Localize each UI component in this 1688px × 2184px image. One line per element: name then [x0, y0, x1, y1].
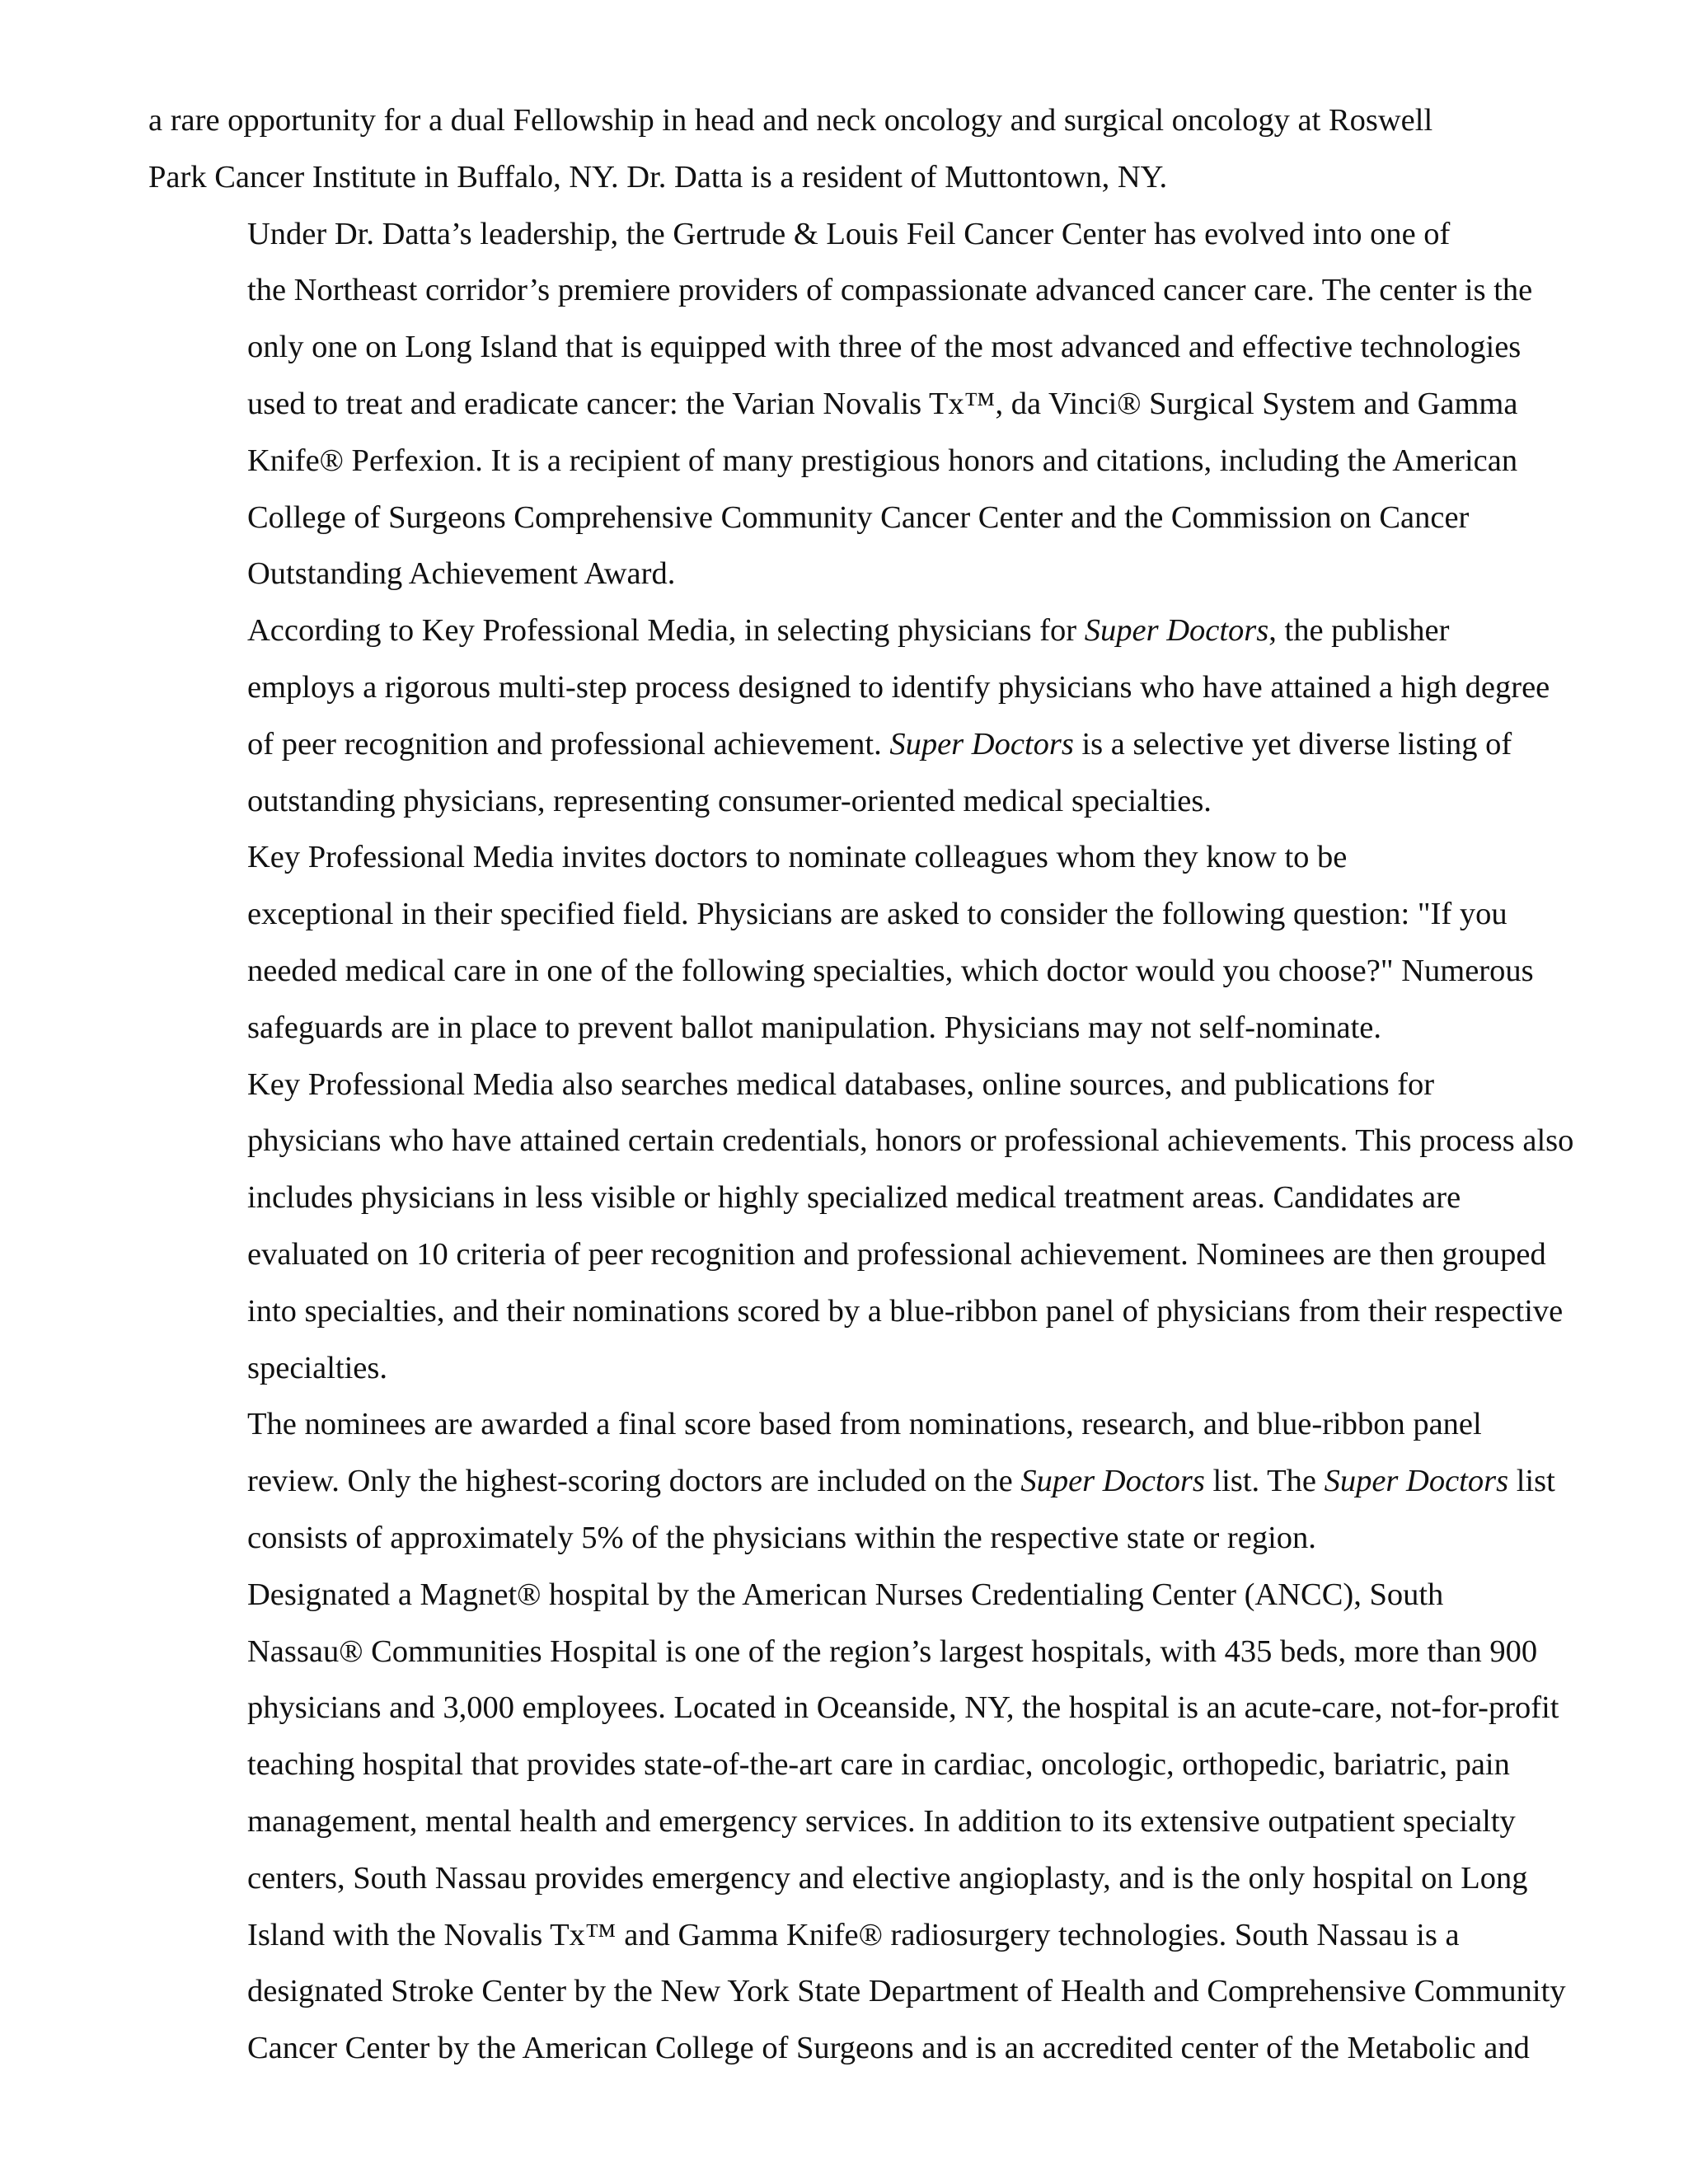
- text-segment: of peer recognition and professional achievement.: [247, 726, 890, 762]
- text-line: [148, 1169, 1550, 1226]
- text-line: [148, 319, 1550, 376]
- text-segment: The nominees are awarded a final score based from nominations, research, and blue-ribbon panel: [247, 1407, 1482, 1442]
- text-segment: Under Dr. Datta’s leadership, the Gertrude & Louis Feil Cancer Center has evolved into one of: [247, 216, 1451, 251]
- text-segment: outstanding physicians, representing consumer-oriented medical specialties.: [247, 783, 1212, 818]
- text-segment: consists of approximately 5% of the physicians within the respective state or region.: [247, 1520, 1316, 1555]
- text-segment: management, mental health and emergency services. In addition to its extensive outpatient specialty: [247, 1803, 1516, 1839]
- text-segment: centers, South Nassau provides emergency and elective angioplasty, and is the only hospital on Long: [247, 1860, 1528, 1896]
- text-line: [148, 2020, 1550, 2077]
- text-segment: Island with the Novalis Tx™ and Gamma Knife® radiosurgery technologies. South Nassau is a: [247, 1917, 1460, 1952]
- text-line: [148, 376, 1550, 433]
- text-line: [148, 206, 1550, 263]
- text-segment: used to treat and eradicate cancer: the Varian Novalis Tx™, da Vinci® Surgical System and Gamma: [247, 386, 1518, 421]
- text-segment: into specialties, and their nominations scored by a blue-ribbon panel of physicians from their respective: [247, 1293, 1564, 1329]
- document-body: [148, 92, 1574, 2077]
- text-line: [148, 602, 1550, 659]
- italic-title-text: Super Doctors: [1324, 1464, 1509, 1499]
- text-line: [148, 1283, 1564, 1340]
- text-line: [148, 1510, 1550, 1567]
- text-segment: the Northeast corridor’s premiere providers of compassionate advanced cancer care. The center is the: [247, 273, 1533, 308]
- text-segment: physicians and 3,000 employees. Located in Oceanside, NY, the hospital is an acute-care, not-for-profit: [247, 1690, 1559, 1726]
- text-segment: teaching hospital that provides state-of-the-art care in cardiac, oncologic, orthopedic, bariatric, pain: [247, 1747, 1510, 1783]
- paragraph: [148, 92, 1550, 206]
- text-segment: evaluated on 10 criteria of peer recognition and professional achievement. Nominees are then grouped: [247, 1236, 1546, 1272]
- paragraph: [148, 1567, 1566, 2077]
- text-segment: College of Surgeons Comprehensive Community Cancer Center and the Commission on Cancer: [247, 499, 1470, 535]
- text-line: [148, 829, 1550, 886]
- text-line: [148, 433, 1550, 490]
- text-line: [148, 1340, 1550, 1397]
- text-line: [148, 1000, 1550, 1057]
- text-segment: only one on Long Island that is equipped with three of the most advanced and effective technologies: [247, 330, 1522, 365]
- text-line: [148, 886, 1550, 943]
- text-segment: Key Professional Media invites doctors to nominate colleagues whom they know to be: [247, 840, 1348, 875]
- text-segment: Knife® Perfexion. It is a recipient of many prestigious honors and citations, including the American: [247, 443, 1518, 478]
- text-line: [148, 659, 1550, 716]
- text-segment: , the publisher: [1268, 613, 1450, 649]
- text-segment: designated Stroke Center by the New York State Department of Health and Comprehensive Community: [247, 1974, 1566, 2009]
- text-line: [148, 1396, 1550, 1453]
- paragraph: [148, 829, 1550, 1056]
- paragraph: [148, 206, 1550, 603]
- text-segment: Designated a Magnet® hospital by the American Nurses Credentialing Center (ANCC), South: [247, 1577, 1444, 1612]
- text-segment: Park Cancer Institute in Buffalo, NY. Dr. Datta is a resident of Muttontown, NY.: [148, 159, 1168, 194]
- paragraph: [148, 602, 1550, 829]
- text-line: [148, 92, 1550, 149]
- text-line: [148, 1057, 1550, 1113]
- text-line: [148, 1907, 1550, 1964]
- text-segment: specialties.: [247, 1350, 387, 1385]
- text-line: [148, 1850, 1550, 1907]
- text-segment: includes physicians in less visible or highly specialized medical treatment areas. Candidates are: [247, 1180, 1461, 1216]
- document-page: [148, 92, 1574, 2077]
- text-line: [148, 1793, 1550, 1850]
- text-line: [148, 773, 1550, 830]
- text-segment: physicians who have attained certain credentials, honors or professional achievements. This process also: [247, 1123, 1574, 1159]
- text-line: [148, 490, 1550, 546]
- text-line: [148, 716, 1550, 773]
- text-line: [148, 1567, 1550, 1624]
- paragraph: [148, 1057, 1574, 1397]
- text-segment: review. Only the highest-scoring doctors are included on the: [247, 1464, 1021, 1499]
- text-line: [148, 1226, 1550, 1283]
- text-segment: Cancer Center by the American College of Surgeons and is an accredited center of the Metabolic and: [247, 2031, 1530, 2066]
- text-line: [148, 149, 1550, 206]
- text-segment: Outstanding Achievement Award.: [247, 556, 676, 592]
- text-segment: employs a rigorous multi-step process designed to identify physicians who have attained a high degree: [247, 669, 1550, 705]
- text-segment: Nassau® Communities Hospital is one of the region’s largest hospitals, with 435 beds, more than 900: [247, 1633, 1538, 1669]
- text-line: [148, 943, 1550, 1000]
- text-segment: safeguards are in place to prevent ballot manipulation. Physicians may not self-nominate.: [247, 1010, 1381, 1045]
- italic-title-text: Super Doctors: [889, 726, 1074, 762]
- text-line: [148, 1736, 1550, 1793]
- text-segment: a rare opportunity for a dual Fellowship in head and neck oncology and surgical oncology at Roswell: [148, 103, 1433, 138]
- text-line: [148, 262, 1550, 319]
- text-line: [148, 1453, 1555, 1510]
- text-line: [148, 1963, 1566, 2020]
- text-segment: is a selective yet diverse listing of: [1073, 726, 1512, 762]
- italic-title-text: Super Doctors: [1020, 1464, 1205, 1499]
- text-line: [148, 1624, 1550, 1680]
- text-line: [148, 1113, 1574, 1169]
- text-line: [148, 1680, 1559, 1736]
- text-segment: list. The: [1204, 1464, 1325, 1499]
- text-segment: list: [1508, 1464, 1555, 1499]
- text-segment: needed medical care in one of the following specialties, which doctor would you choose?" Numerous: [247, 953, 1534, 988]
- paragraph: [148, 1396, 1555, 1566]
- text-segment: Key Professional Media also searches medical databases, online sources, and publications for: [247, 1066, 1435, 1102]
- text-segment: exceptional in their specified field. Physicians are asked to consider the following question: "If you: [247, 897, 1507, 932]
- text-segment: According to Key Professional Media, in selecting physicians for: [247, 613, 1085, 649]
- text-line: [148, 546, 1550, 602]
- italic-title-text: Super Doctors: [1084, 613, 1269, 649]
